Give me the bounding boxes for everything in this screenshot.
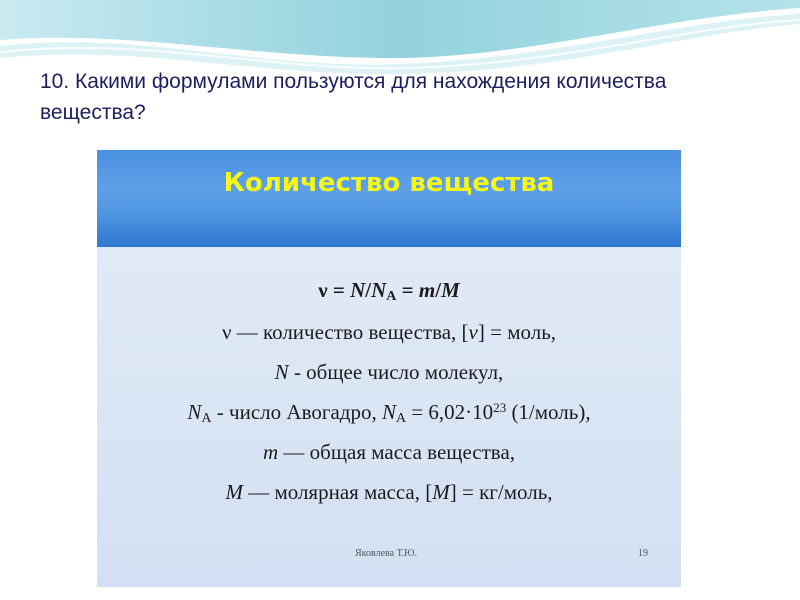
M-unit: ] = кг/моль, (449, 480, 553, 504)
definition-m (97, 440, 681, 465)
slide-banner-title: Количество вещества (223, 168, 555, 198)
NA-value: = 6,02·10 (406, 400, 494, 424)
definition-nu (97, 320, 681, 345)
page-title: 10. Какими формулами пользуются для нахождения количества вещества? (40, 70, 667, 124)
formula-eq1: = (327, 278, 351, 302)
main-formula (97, 278, 681, 305)
footer-page-number: 19 (638, 548, 648, 559)
slide-banner (97, 150, 681, 247)
NA-dash: - (211, 400, 230, 424)
formula-slash1: / (365, 278, 372, 302)
nu-symbol: ν (221, 320, 232, 344)
NA-symbol-sub: A (201, 411, 212, 426)
nu-text: — количество вещества, [ (231, 320, 469, 344)
formula-eq2: = (396, 278, 419, 302)
formula-NA-sub: A (386, 289, 397, 304)
formula-N: N (350, 278, 366, 302)
formula-M: M (441, 278, 460, 302)
nu-symbol-2: ν (468, 320, 478, 344)
formula-nu: ν (318, 278, 328, 302)
formula-slash2: / (435, 278, 442, 302)
M-symbol-2: M (432, 480, 450, 504)
slide-image (97, 150, 681, 587)
N-symbol: N (274, 360, 289, 384)
definition-NA (97, 400, 681, 427)
M-symbol: M (225, 480, 243, 504)
nu-unit: ] = моль, (477, 320, 557, 344)
definition-M (97, 480, 681, 505)
definition-N (97, 360, 681, 385)
decorative-waves (0, 0, 800, 75)
M-text: — молярная масса, [ (242, 480, 433, 504)
m-text: — общая масса вещества, (278, 440, 516, 464)
NA-symbol: N (187, 400, 202, 424)
formula-m: m (418, 278, 436, 302)
m-symbol: m (262, 440, 279, 464)
NA-text: число Авогадро, (229, 400, 382, 424)
NA-symbol-2: N (381, 400, 396, 424)
NA-exponent: 23 (493, 400, 507, 415)
NA-symbol-2-sub: A (395, 411, 407, 426)
NA-unit: (1/моль), (506, 400, 591, 424)
N-text: - общее число молекул, (288, 360, 504, 384)
formula-NA: N (371, 278, 387, 302)
footer-author: Яковлева Т.Ю. (355, 548, 417, 559)
